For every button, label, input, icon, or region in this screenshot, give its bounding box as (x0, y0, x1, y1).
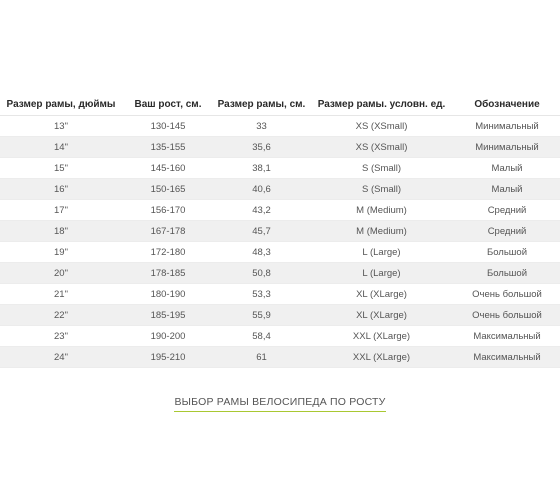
cell-height-cm: 135-155 (122, 137, 214, 158)
cell-frame-inches: 18" (0, 221, 122, 242)
cell-designation: Минимальный (454, 116, 560, 137)
cell-frame-cm: 58,4 (214, 326, 309, 347)
cell-frame-cm: 35,6 (214, 137, 309, 158)
cell-height-cm: 167-178 (122, 221, 214, 242)
cell-frame-cm: 45,7 (214, 221, 309, 242)
cell-frame-cm: 43,2 (214, 200, 309, 221)
cell-frame-inches: 23" (0, 326, 122, 347)
table-row (0, 347, 560, 368)
cell-height-cm: 130-145 (122, 116, 214, 137)
header-frame-size-units: Размер рамы. условн. ед. (309, 93, 454, 116)
cell-designation: Малый (454, 158, 560, 179)
cell-designation: Минимальный (454, 137, 560, 158)
cell-frame-inches: 14" (0, 137, 122, 158)
cell-frame-units: L (Large) (309, 263, 454, 284)
cell-frame-cm: 53,3 (214, 284, 309, 305)
table-row (0, 200, 560, 221)
cell-designation: Большой (454, 263, 560, 284)
cell-frame-units: S (Small) (309, 179, 454, 200)
cell-frame-cm: 38,1 (214, 158, 309, 179)
header-designation: Обозначение (454, 93, 560, 116)
cell-frame-cm: 48,3 (214, 242, 309, 263)
cell-frame-cm: 55,9 (214, 305, 309, 326)
table-row (0, 116, 560, 137)
cell-designation: Средний (454, 221, 560, 242)
cell-frame-units: S (Small) (309, 158, 454, 179)
cell-frame-inches: 24" (0, 347, 122, 368)
header-frame-size-inches: Размер рамы, дюймы (0, 93, 122, 116)
cell-frame-units: M (Medium) (309, 200, 454, 221)
cell-designation: Большой (454, 242, 560, 263)
table-body (0, 116, 560, 368)
cell-frame-units: L (Large) (309, 242, 454, 263)
cell-frame-cm: 50,8 (214, 263, 309, 284)
cell-frame-units: XXL (XLarge) (309, 326, 454, 347)
cell-designation: Максимальный (454, 347, 560, 368)
frame-size-table (0, 93, 560, 368)
table-row (0, 326, 560, 347)
table-row (0, 305, 560, 326)
cell-height-cm: 180-190 (122, 284, 214, 305)
cell-frame-inches: 22" (0, 305, 122, 326)
cell-height-cm: 145-160 (122, 158, 214, 179)
cell-designation: Очень большой (454, 284, 560, 305)
cell-frame-cm: 61 (214, 347, 309, 368)
cell-frame-inches: 15" (0, 158, 122, 179)
cell-frame-units: XXL (XLarge) (309, 347, 454, 368)
caption (0, 392, 560, 412)
cell-designation: Средний (454, 200, 560, 221)
cell-frame-inches: 16" (0, 179, 122, 200)
cell-frame-inches: 21" (0, 284, 122, 305)
cell-height-cm: 150-165 (122, 179, 214, 200)
table-header (0, 93, 560, 116)
cell-frame-units: M (Medium) (309, 221, 454, 242)
cell-frame-cm: 40,6 (214, 179, 309, 200)
cell-frame-cm: 33 (214, 116, 309, 137)
cell-height-cm: 178-185 (122, 263, 214, 284)
header-row (0, 93, 560, 116)
cell-designation: Очень большой (454, 305, 560, 326)
table-row (0, 284, 560, 305)
cell-designation: Малый (454, 179, 560, 200)
table-row (0, 263, 560, 284)
table-row (0, 158, 560, 179)
table-row (0, 137, 560, 158)
cell-designation: Максимальный (454, 326, 560, 347)
caption-text: ВЫБОР РАМЫ ВЕЛОСИПЕДА ПО РОСТУ (174, 396, 385, 412)
header-frame-size-cm: Размер рамы, см. (214, 93, 309, 116)
table-row (0, 242, 560, 263)
cell-frame-units: XS (XSmall) (309, 116, 454, 137)
cell-height-cm: 185-195 (122, 305, 214, 326)
cell-height-cm: 172-180 (122, 242, 214, 263)
cell-frame-inches: 13" (0, 116, 122, 137)
cell-frame-units: XL (XLarge) (309, 284, 454, 305)
cell-frame-inches: 17" (0, 200, 122, 221)
cell-height-cm: 156-170 (122, 200, 214, 221)
header-height-cm: Ваш рост, см. (122, 93, 214, 116)
cell-height-cm: 195-210 (122, 347, 214, 368)
cell-height-cm: 190-200 (122, 326, 214, 347)
cell-frame-units: XL (XLarge) (309, 305, 454, 326)
table-row (0, 179, 560, 200)
cell-frame-units: XS (XSmall) (309, 137, 454, 158)
cell-frame-inches: 19" (0, 242, 122, 263)
cell-frame-inches: 20" (0, 263, 122, 284)
table-row (0, 221, 560, 242)
